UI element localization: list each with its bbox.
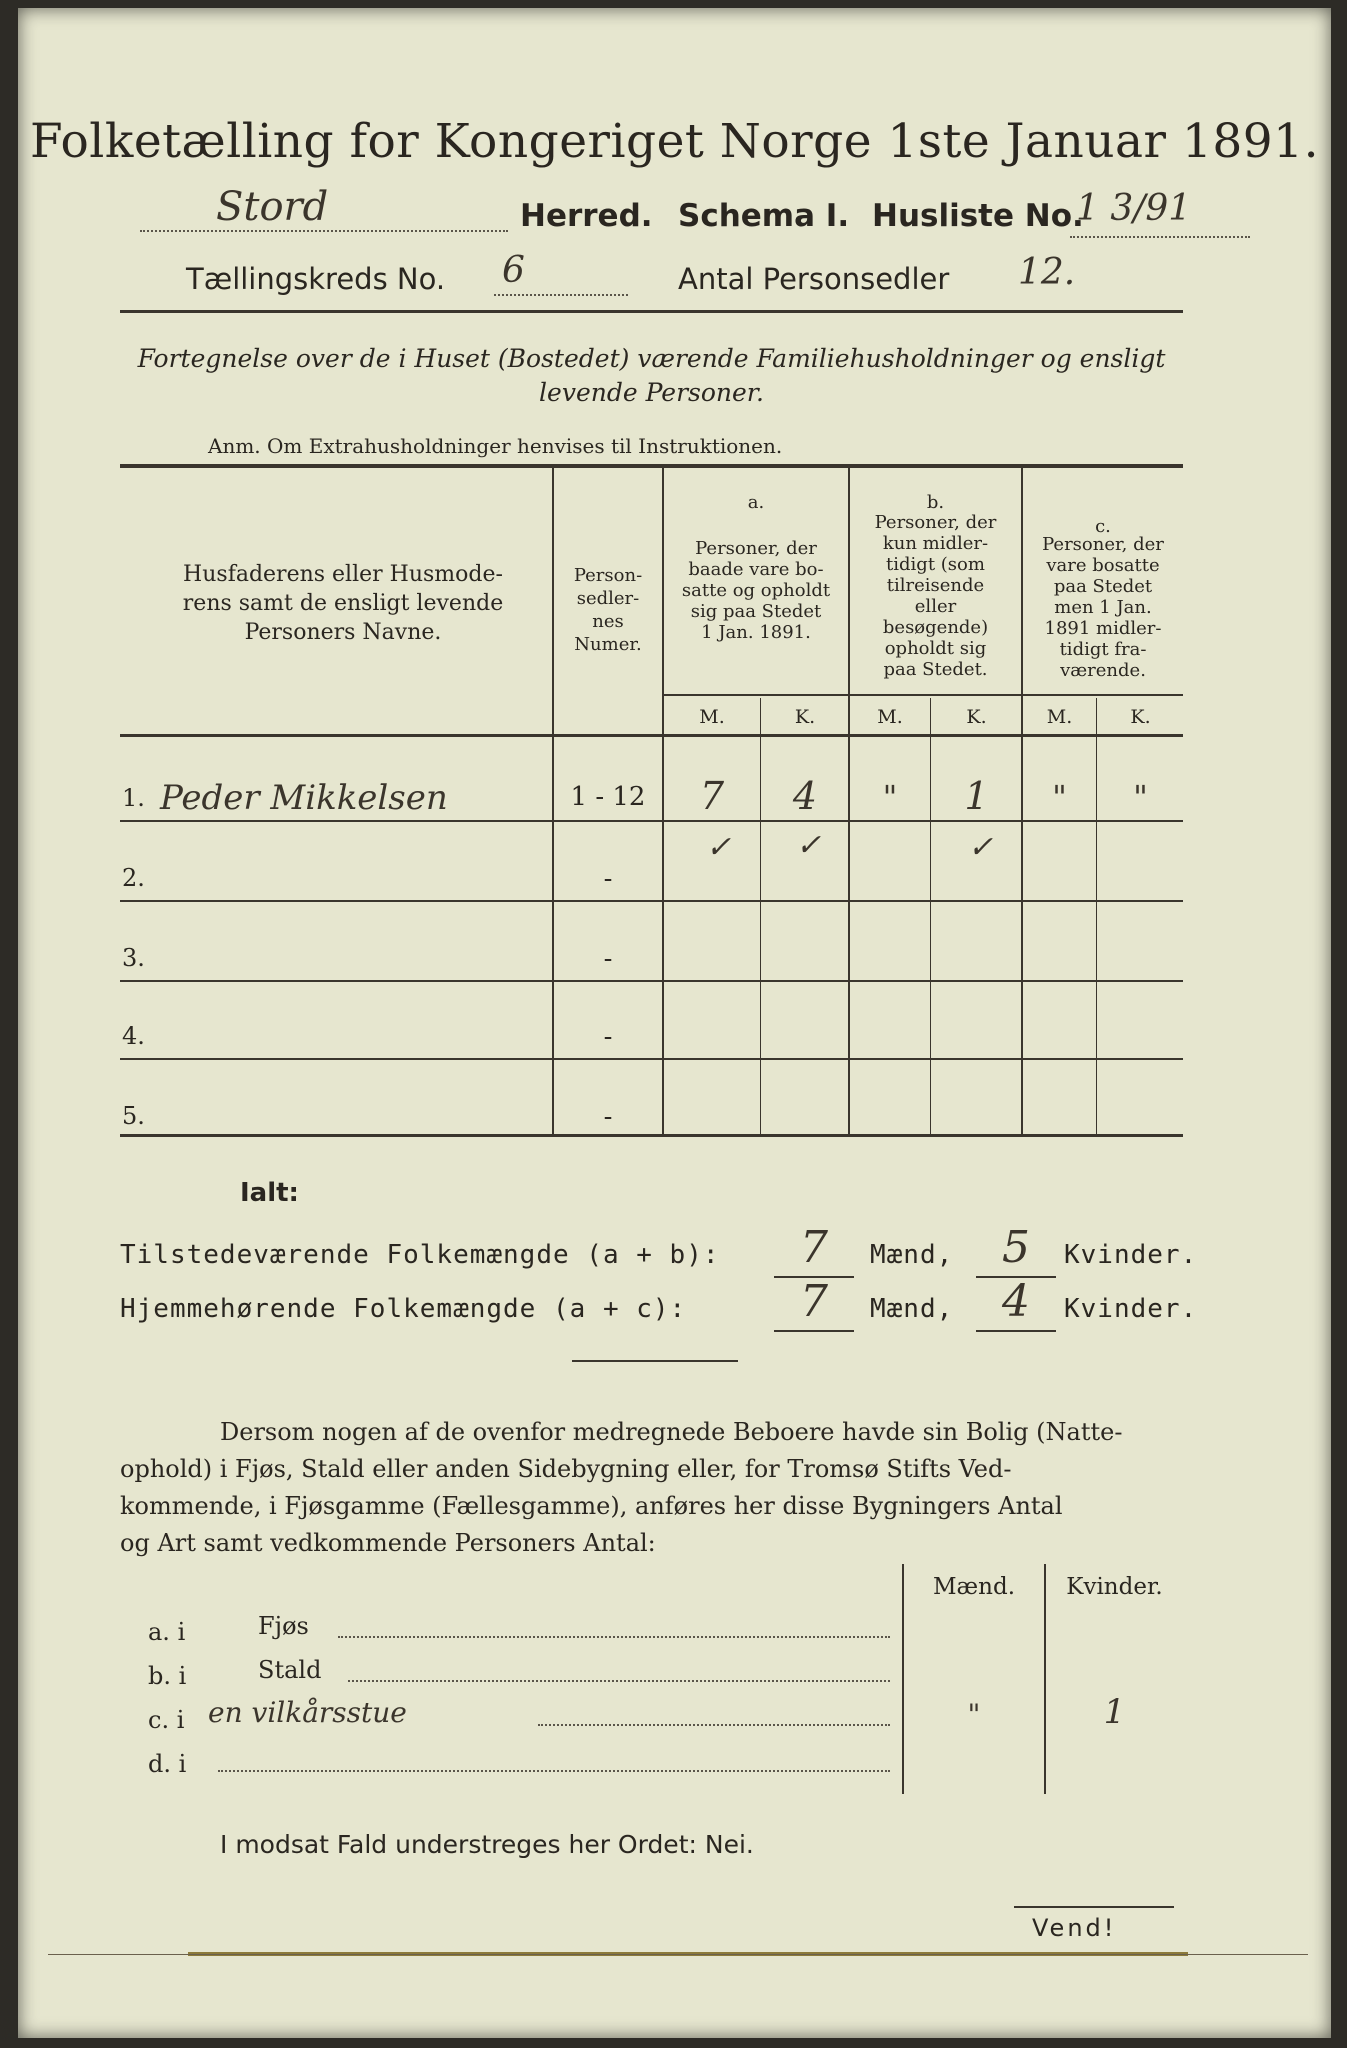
total-row-1-label: Tilstedeværende Folkemængde (a + b): (120, 1240, 720, 1270)
total-row-2-maend: 7 (800, 1276, 828, 1327)
col-a-letter: a. (747, 492, 765, 513)
antal-label: Antal Personsedler (678, 262, 950, 296)
antal-value: 12. (1018, 252, 1076, 293)
nei-instruction: I modsat Fald understreges her Ordet: Nei. (220, 1830, 754, 1859)
kreds-value: 6 (502, 250, 525, 291)
a-m-label: M. (699, 706, 725, 728)
c-m-label: M. (1046, 706, 1073, 728)
row-4-num: 4. (122, 1022, 145, 1050)
row-1-persons: 1 - 12 (570, 782, 646, 812)
row-1-b-k: 1 (964, 774, 989, 818)
total-row-1-kvinder: 5 (1002, 1222, 1030, 1273)
col-c-head: Personer, der vare bosatte paa Stedet men 1 Jan. 1891 midler- tidigt fra- værende. (1042, 534, 1164, 681)
header-rule (120, 310, 1183, 313)
check-mark-a-k: ✓ (796, 828, 822, 863)
buildings-paragraph (120, 1414, 1183, 1562)
building-c-label: en vilkårsstue (208, 1696, 407, 1729)
buildings-kvinder-head: Kvinder. (1066, 1574, 1163, 1600)
census-form-sheet (18, 8, 1331, 2038)
col-a-head: Personer, der baade vare bo- satte og opholdt sig paa Stedet 1 Jan. 1891. (681, 538, 831, 643)
intro-line-2: levende Personer. (539, 378, 764, 407)
row-1-name: Peder Mikkelsen (160, 778, 448, 818)
c-k-label: K. (1130, 706, 1151, 728)
building-c-kvinder: 1 (1103, 1692, 1126, 1732)
col-b-head: Personer, der kun midler- tidigt (som tilreisende eller besøgende) opholdt sig paa Stedet. (874, 512, 997, 680)
col-b-letter: b. (926, 492, 945, 513)
row-2-rule (120, 900, 1183, 902)
anm-note: Anm. Om Extrahusholdninger henvises til Instruktionen. (208, 434, 783, 458)
col-name-head: Husfaderens eller Husmode- rens samt de ensligt levende Personers Navne. (182, 562, 504, 645)
total-row-2-label: Hjemmehørende Folkemængde (a + c): (120, 1294, 687, 1324)
row-1-rule (120, 820, 1183, 822)
row-2-persons: - (603, 864, 613, 894)
col-name-head-line2: rens samt de ensligt levende (182, 591, 504, 616)
building-d-letter: d. i (148, 1750, 187, 1778)
ialt-label: Ialt: (240, 1178, 299, 1208)
husliste-dotted-line (1070, 230, 1250, 238)
total-row-2-kvinder-line (976, 1330, 1056, 1332)
herred-value: Stord (216, 184, 329, 230)
building-c-maend: " (967, 1698, 981, 1731)
paragraph-line-2: ophold) i Fjøs, Stald eller anden Sidebygning eller, for Tromsø Stifts Ved- (120, 1455, 1012, 1483)
husliste-label: Husliste No. (872, 198, 1084, 234)
b-m-label: M. (877, 706, 903, 728)
vend-label: Vend! (1032, 1914, 1117, 1942)
row-3-num: 3. (122, 944, 145, 972)
a-k-label: K. (794, 706, 816, 728)
building-d-dots (218, 1766, 890, 1772)
row-3-rule (120, 980, 1183, 982)
c-mk-rule (1021, 694, 1183, 696)
building-c-letter: c. i (148, 1706, 185, 1734)
paragraph-line-1: Dersom nogen af de ovenfor medregnede Beboere havde sin Bolig (Natte- (220, 1418, 1123, 1446)
buildings-maend-head: Mænd. (932, 1574, 1016, 1600)
a-mk-rule (662, 694, 848, 696)
paragraph-line-4: og Art samt vedkommende Personers Antal: (120, 1529, 656, 1557)
row-1-a-m: 7 (699, 774, 725, 818)
vend-rule (1014, 1906, 1174, 1908)
col-c-letter: c. (1095, 516, 1111, 537)
row-4-persons: - (603, 1022, 613, 1052)
husliste-value: 1 3/91 (1076, 188, 1192, 229)
row-1-c-m: " (1052, 778, 1067, 816)
row-1-c-k: " (1133, 778, 1148, 816)
row-2-num: 2. (122, 864, 145, 892)
building-a-letter: a. i (148, 1618, 186, 1646)
building-b-label: Stald (258, 1656, 322, 1684)
total-row-1-kvinder-label: Kvinder. (1064, 1240, 1198, 1270)
row-1-b-m: " (882, 778, 898, 816)
section-separator (572, 1360, 738, 1362)
b-k-label: K. (966, 706, 987, 728)
building-c-dots (538, 1720, 890, 1726)
total-row-1-maend-label: Mænd, (870, 1240, 954, 1270)
herred-label: Herred. (520, 198, 653, 234)
b-mk-rule (848, 694, 1021, 696)
check-mark-b-k: ✓ (968, 830, 994, 865)
row-1-num: 1. (122, 784, 145, 812)
form-title: Folketælling for Kongeriget Norge 1ste Januar 1891. (29, 114, 1320, 169)
total-row-1-maend: 7 (800, 1222, 828, 1273)
row-1-a-k: 4 (792, 774, 818, 818)
col-divider-c-mk (1096, 698, 1097, 1136)
total-row-2-kvinder-label: Kvinder. (1064, 1294, 1198, 1324)
building-a-label: Fjøs (258, 1612, 309, 1640)
col-divider-b-mk (930, 698, 931, 1136)
total-row-2-kvinder: 4 (1002, 1276, 1030, 1327)
row-4-rule (120, 1058, 1183, 1060)
kreds-label: Tællingskreds No. (186, 262, 446, 296)
building-b-letter: b. i (148, 1662, 187, 1690)
paragraph-line-3: kommende, i Fjøsgamme (Fællesgamme), anføres her disse Bygningers Antal (120, 1492, 1063, 1520)
intro-line-1: Fortegnelse over de i Huset (Bostedet) værende Familiehusholdninger og ensligt (137, 344, 1166, 373)
table-bottom-rule (120, 1134, 1183, 1137)
col-divider-a-mk (760, 698, 761, 1136)
table-top-rule (120, 464, 1183, 468)
total-row-2-maend-line (774, 1330, 854, 1332)
row-5-persons: - (603, 1102, 613, 1132)
bottom-edge-line (48, 1954, 1308, 1955)
kreds-dotted-line (494, 290, 628, 296)
check-mark-a-m: ✓ (706, 830, 732, 865)
schema-label: Schema I. (678, 198, 850, 234)
row-5-num: 5. (122, 1102, 145, 1130)
table-header-rule (120, 734, 1183, 737)
building-b-dots (348, 1676, 890, 1682)
total-row-2-maend-label: Mænd, (870, 1294, 954, 1324)
building-a-dots (338, 1632, 890, 1638)
row-3-persons: - (603, 944, 613, 974)
col-num-head: Person- sedler- nes Numer. (573, 565, 643, 655)
